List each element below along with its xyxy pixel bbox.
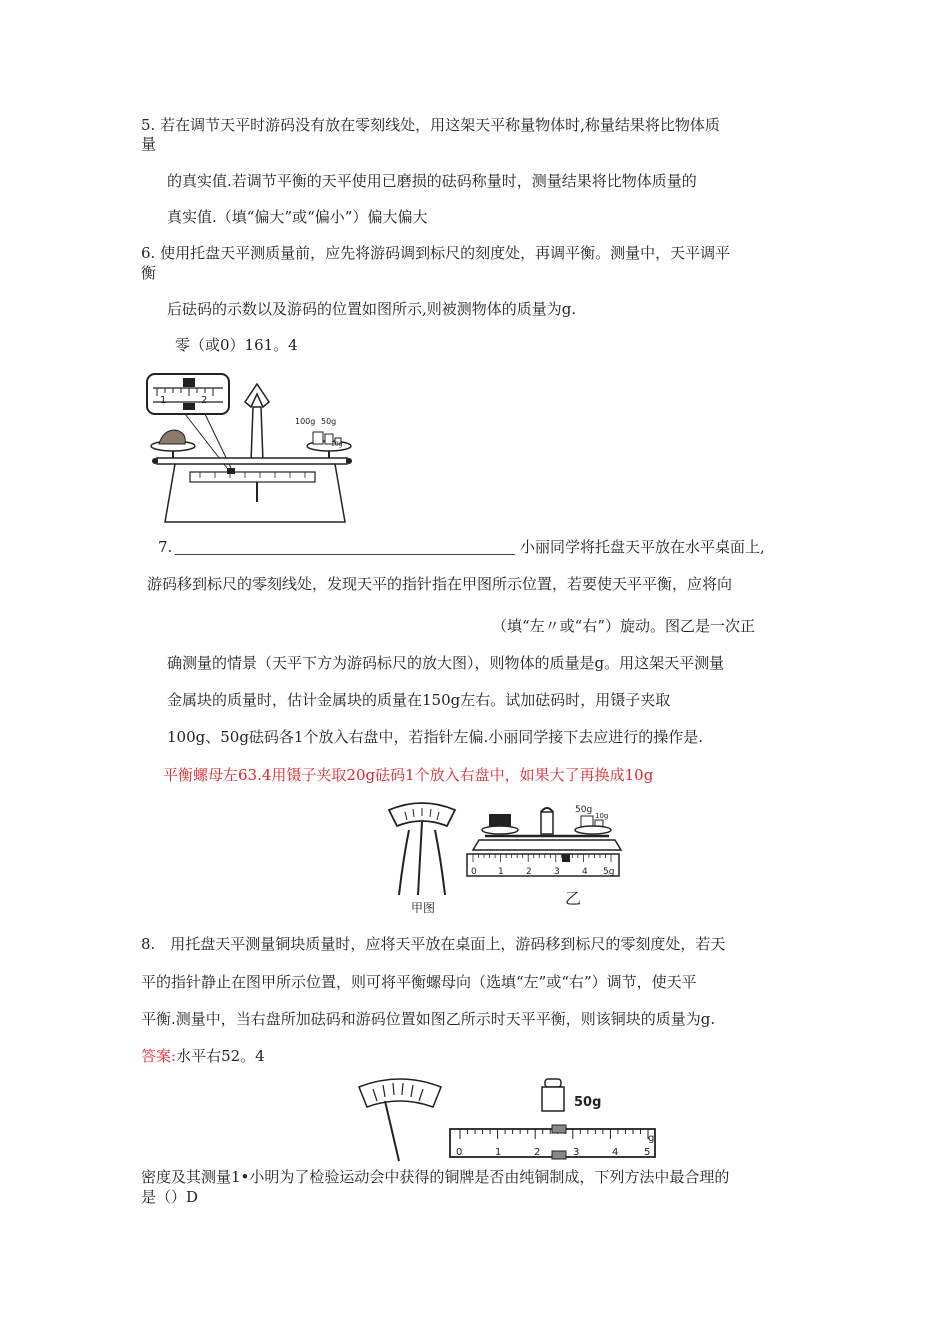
yi-tick-0: 0 xyxy=(471,867,477,877)
q8-rider-top xyxy=(552,1125,566,1133)
weight-label-50g: 50g xyxy=(574,1095,602,1110)
q6-line1b: 衡 xyxy=(141,264,157,282)
density-line1: 密度及其测量1•小明为了检验运动会中获得的铜牌是否由纯铜制成，下列方法中最合理的 xyxy=(141,1168,730,1186)
q7-line4: 确测量的情景（天平下方为游码标尺的放大图），则物体的质量是g。用这架天平测量 xyxy=(167,654,725,672)
yi-tick-2: 2 xyxy=(526,867,532,877)
q8-line3: 平衡.测量中，当右盘所加砝码和游码位置如图乙所示时天平平衡，则该铜块的质量为g. xyxy=(141,1010,716,1028)
q8-answer-label: 答案: xyxy=(141,1047,177,1065)
yi-tick-1: 1 xyxy=(498,867,504,877)
q8-tick-1: 1 xyxy=(495,1147,502,1158)
q5-line1b: 量 xyxy=(141,135,157,153)
q8-tick-0: 0 xyxy=(456,1147,463,1158)
weight-label-10g: 10g xyxy=(331,441,343,448)
weight-label-50g: 50g xyxy=(575,805,593,815)
weight-label-10g: 10g xyxy=(595,812,609,820)
q8-tick-5: 5 xyxy=(644,1147,651,1158)
scale-label-1: 1 xyxy=(160,395,167,406)
pointer-needle xyxy=(385,1101,399,1161)
q8-answer-text: 水平右52。4 xyxy=(176,1047,265,1065)
yi-tick-4: 4 xyxy=(582,867,588,877)
scale-label-2: 2 xyxy=(201,395,208,406)
weight-label-100g: 100g xyxy=(295,417,316,426)
yi-tick-3: 3 xyxy=(554,867,560,877)
q8-yi-figure xyxy=(448,1075,663,1165)
q7-jia-figure xyxy=(385,800,460,915)
q8-unit: g xyxy=(648,1133,655,1144)
q7-line1-number: 7. xyxy=(158,538,173,556)
q5-line3: 真实值.（填“偏大”或“偏小”）偏大偏大 xyxy=(167,208,428,226)
q8-line1: 8. 用托盘天平测量铜块质量时，应将天平放在桌面上，游码移到标尺的零刻度处，若天 xyxy=(141,935,726,953)
q8-jia-figure xyxy=(355,1075,445,1165)
q6-balance-figure xyxy=(145,372,360,524)
weight-50g-icon xyxy=(542,1087,564,1111)
q7-line5: 金属块的质量时，估计金属块的质量在150g左右。试加砝码时，用镊子夹取 xyxy=(167,691,671,709)
rider-upper xyxy=(183,378,195,387)
q6-line2: 后砝码的示数以及游码的位置如图所示,则被测物体的质量为g. xyxy=(167,300,577,318)
density-line2: 是（）D xyxy=(141,1188,199,1206)
q7-answer: 平衡螺母左63.4用镊子夹取20g砝码1个放入右盘中，如果大了再换成10g xyxy=(163,766,654,784)
q7-line1-text: 小丽同学将托盘天平放在水平桌面上, xyxy=(520,538,765,556)
q7-line2: 游码移到标尺的零刻线处，发现天平的指针指在甲图所示位置，若要使天平平衡，应将向 xyxy=(147,575,733,593)
q8-tick-4: 4 xyxy=(612,1147,619,1158)
q7-blank-line xyxy=(175,554,515,555)
q6-line1: 6. 使用托盘天平测质量前，应先将游码调到标尺的刻度处，再调平衡。测量中，天平调平 xyxy=(141,244,731,262)
yi-rider xyxy=(562,854,570,862)
rider-scale xyxy=(190,472,315,482)
q5-line2: 的真实值.若调节平衡的天平使用已磨损的砝码称量时，测量结果将比物体质量的 xyxy=(167,172,697,190)
q8-rider-bottom xyxy=(552,1151,566,1159)
rider-lower xyxy=(183,403,195,410)
q5-line1: 5. 若在调节天平时游码没有放在零刻线处，用这架天平称量物体时,称量结果将比物体质 xyxy=(141,116,720,134)
q8-tick-3: 3 xyxy=(573,1147,580,1158)
q8-tick-2: 2 xyxy=(534,1147,541,1158)
pointer-needle xyxy=(418,822,422,895)
q8-line2: 平的指针静止在图甲所示位置，则可将平衡螺母向（选填“左”或“右”）调节，使天平 xyxy=(141,973,697,991)
yi-tick-5: 5g xyxy=(603,867,615,877)
q7-yi-figure xyxy=(465,800,625,910)
q8-answer xyxy=(141,1047,265,1066)
q6-answer: 零（或0）161。4 xyxy=(175,336,298,354)
label-yi: 乙 xyxy=(565,889,582,908)
q7-line3: （填“左〃或“右”）旋动。图乙是一次正 xyxy=(492,617,756,635)
stone-icon xyxy=(159,430,185,444)
weight-label-50g: 50g xyxy=(321,417,337,426)
left-object-icon xyxy=(489,814,511,826)
label-jia: 甲图 xyxy=(411,901,436,915)
weight-100g-icon xyxy=(313,432,323,444)
q7-line6: 100g、50g砝码各1个放入右盘中，若指针左偏.小丽同学接下去应进行的操作是. xyxy=(167,728,704,746)
